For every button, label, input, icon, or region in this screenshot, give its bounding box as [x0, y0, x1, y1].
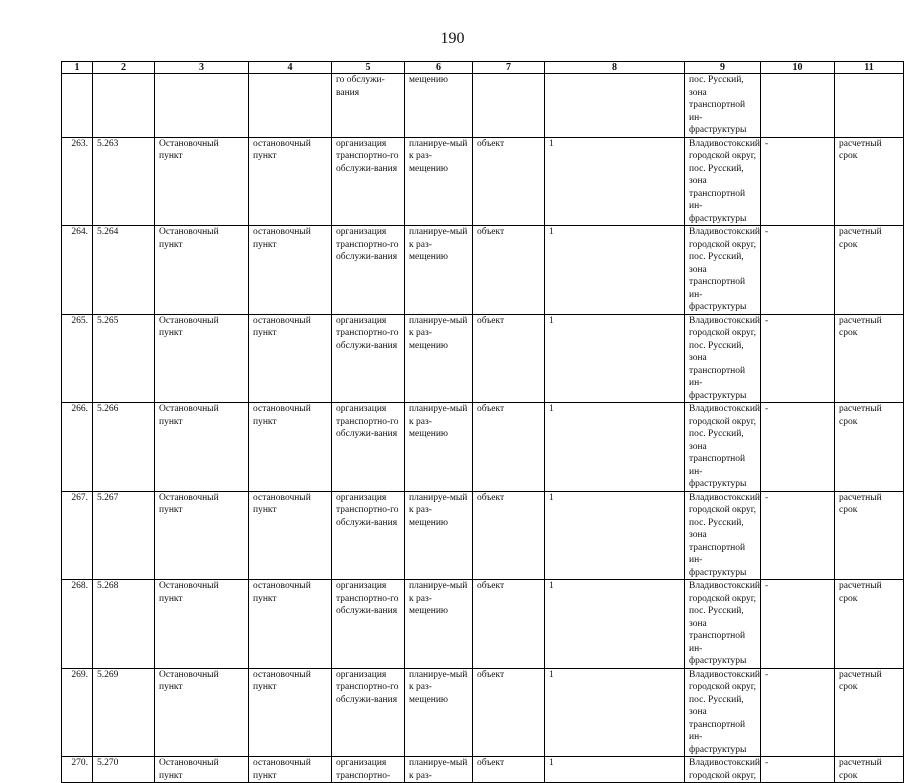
cell-term: расчетный срок [835, 757, 904, 783]
cell-unit: объект [473, 137, 545, 226]
cell-purpose: организация транспортно- [332, 757, 405, 783]
continuation-row [62, 74, 904, 138]
cell-status: планируе-мый к раз-мещению [405, 668, 473, 757]
cell-name: Остановочный пункт [155, 580, 249, 669]
cell-extra: - [761, 403, 835, 492]
cell-term: расчетный срок [835, 226, 904, 315]
cell-extra: - [761, 137, 835, 226]
cell-purpose: организация транспортно-го обслужи-вания [332, 314, 405, 403]
cell-code: 5.269 [93, 668, 155, 757]
cell-code: 5.267 [93, 491, 155, 580]
cell-extra: - [761, 668, 835, 757]
cell-location: Владивостокский городской округ, пос. Русский, зона транспортной ин-фраструктуры [685, 491, 761, 580]
cell-name: Остановочный пункт [155, 226, 249, 315]
cell-status: мещению [405, 74, 473, 138]
cell-location: Владивостокский городской округ, пос. Русский, зона транспортной ин-фраструктуры [685, 137, 761, 226]
cell-name: Остановочный пункт [155, 314, 249, 403]
cell-extra: - [761, 491, 835, 580]
cell-type: остановочный пункт [249, 757, 332, 783]
cell-code: 5.266 [93, 403, 155, 492]
cell-type: остановочный пункт [249, 668, 332, 757]
table-row [62, 314, 904, 403]
cell-location: пос. Русский, зона транспортной ин-фраструктуры [685, 74, 761, 138]
cell-status: планируе-мый к раз-мещению [405, 137, 473, 226]
cell-code: 5.263 [93, 137, 155, 226]
cell-unit: объект [473, 314, 545, 403]
cell-status: планируе-мый к раз-мещению [405, 403, 473, 492]
cell-extra: - [761, 314, 835, 403]
cell-purpose: го обслужи-вания [332, 74, 405, 138]
cell-purpose: организация транспортно-го обслужи-вания [332, 491, 405, 580]
cell-purpose: организация транспортно-го обслужи-вания [332, 137, 405, 226]
column-header: 2 [93, 62, 155, 74]
table-row [62, 491, 904, 580]
cell-num: 263. [62, 137, 93, 226]
table-row [62, 226, 904, 315]
cell-qty: 1 [545, 757, 685, 783]
cell-extra: - [761, 580, 835, 669]
cell-code: 5.268 [93, 580, 155, 669]
cell-type: остановочный пункт [249, 491, 332, 580]
cell-unit: объект [473, 491, 545, 580]
cell-term: расчетный срок [835, 491, 904, 580]
cell-status: планируе-мый к раз-мещению [405, 314, 473, 403]
cell-extra: - [761, 226, 835, 315]
cell-code: 5.264 [93, 226, 155, 315]
table-row [62, 580, 904, 669]
column-header: 8 [545, 62, 685, 74]
cell-type: остановочный пункт [249, 137, 332, 226]
cell-code: 5.265 [93, 314, 155, 403]
cell-qty [545, 74, 685, 138]
cell-status: планируе-мый к раз-мещению [405, 226, 473, 315]
cell-type: остановочный пункт [249, 580, 332, 669]
cell-code: 5.270 [93, 757, 155, 783]
cell-type [249, 74, 332, 138]
cell-qty: 1 [545, 314, 685, 403]
cell-location: Владивостокский городской округ, пос. Русский, зона транспортной ин-фраструктуры [685, 226, 761, 315]
cell-purpose: организация транспортно-го обслужи-вания [332, 226, 405, 315]
cell-purpose: организация транспортно-го обслужи-вания [332, 668, 405, 757]
cell-location: Владивостокский городской округ, пос. Русский, зона транспортной ин-фраструктуры [685, 314, 761, 403]
cell-status: планируе-мый к раз-мещению [405, 580, 473, 669]
column-header: 10 [761, 62, 835, 74]
column-header: 3 [155, 62, 249, 74]
column-header: 6 [405, 62, 473, 74]
cell-location: Владивостокский городской округ, пос. Русский, зона транспортной ин-фраструктуры [685, 668, 761, 757]
cell-num: 264. [62, 226, 93, 315]
cell-extra: - [761, 757, 835, 783]
cell-term: расчетный срок [835, 403, 904, 492]
cell-name: Остановочный пункт [155, 757, 249, 783]
cell-type: остановочный пункт [249, 403, 332, 492]
cell-name [155, 74, 249, 138]
cell-extra [761, 74, 835, 138]
object-registry-table [61, 61, 904, 783]
cell-unit: объект [473, 757, 545, 783]
column-header: 11 [835, 62, 904, 74]
cell-location: Владивостокский городской округ, пос. Русский, зона транспортной ин-фраструктуры [685, 403, 761, 492]
column-header: 7 [473, 62, 545, 74]
cell-num: 265. [62, 314, 93, 403]
cell-num: 269. [62, 668, 93, 757]
cell-purpose: организация транспортно-го обслужи-вания [332, 580, 405, 669]
cell-term: расчетный срок [835, 580, 904, 669]
cell-num: 268. [62, 580, 93, 669]
cell-qty: 1 [545, 580, 685, 669]
cell-unit: объект [473, 226, 545, 315]
cell-name: Остановочный пункт [155, 668, 249, 757]
cell-unit [473, 74, 545, 138]
cell-num [62, 74, 93, 138]
column-header: 9 [685, 62, 761, 74]
cell-location: Владивостокский городской округ, [685, 757, 761, 783]
cell-qty: 1 [545, 137, 685, 226]
cell-num: 267. [62, 491, 93, 580]
cell-purpose: организация транспортно-го обслужи-вания [332, 403, 405, 492]
cell-type: остановочный пункт [249, 226, 332, 315]
cell-qty: 1 [545, 668, 685, 757]
cell-unit: объект [473, 668, 545, 757]
column-header: 5 [332, 62, 405, 74]
header-row [62, 62, 904, 74]
cell-num: 270. [62, 757, 93, 783]
cell-name: Остановочный пункт [155, 403, 249, 492]
cell-status: планируе-мый к раз-мещению [405, 491, 473, 580]
table-row [62, 668, 904, 757]
cell-code [93, 74, 155, 138]
cell-location: Владивостокский городской округ, пос. Русский, зона транспортной ин-фраструктуры [685, 580, 761, 669]
cell-status: планируе-мый к раз- [405, 757, 473, 783]
cell-unit: объект [473, 580, 545, 669]
cell-term: расчетный срок [835, 137, 904, 226]
cell-qty: 1 [545, 403, 685, 492]
cell-name: Остановочный пункт [155, 137, 249, 226]
cell-term: расчетный срок [835, 668, 904, 757]
cell-qty: 1 [545, 491, 685, 580]
cell-name: Остановочный пункт [155, 491, 249, 580]
column-header: 4 [249, 62, 332, 74]
cell-qty: 1 [545, 226, 685, 315]
table-row [62, 403, 904, 492]
table-row [62, 137, 904, 226]
cell-unit: объект [473, 403, 545, 492]
cell-term: расчетный срок [835, 314, 904, 403]
cell-term [835, 74, 904, 138]
column-header: 1 [62, 62, 93, 74]
table-row [62, 757, 904, 783]
cell-type: остановочный пункт [249, 314, 332, 403]
cell-num: 266. [62, 403, 93, 492]
page-number: 190 [440, 30, 465, 47]
